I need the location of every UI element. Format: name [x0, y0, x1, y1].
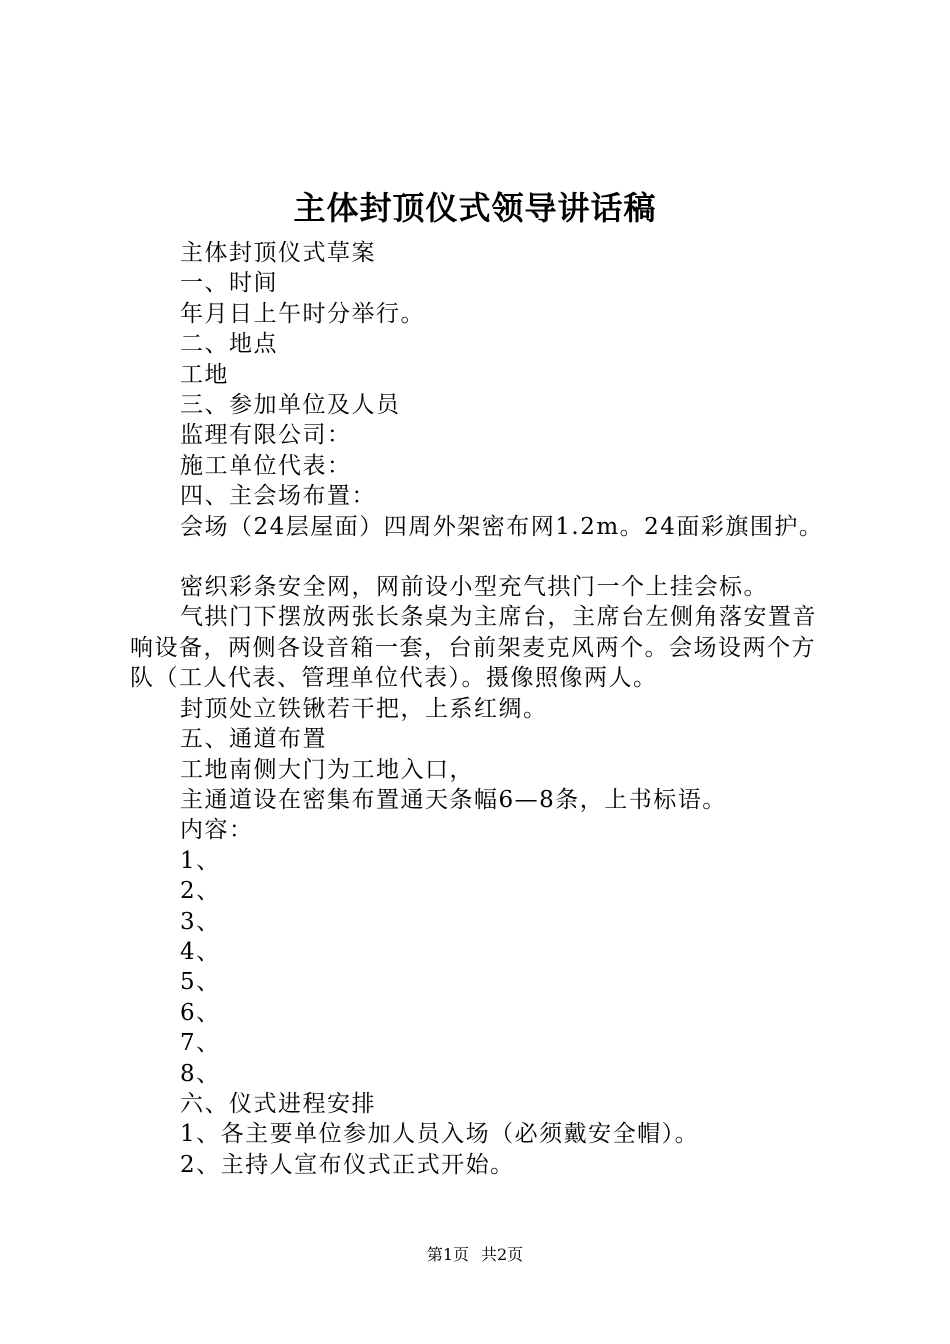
- page-footer: [0, 1244, 950, 1266]
- paragraph: 2、主持人宣布仪式正式开始。: [180, 1151, 515, 1178]
- document-title: 主体封顶仪式领导讲话稿: [293, 189, 657, 227]
- list-item: 3、: [180, 908, 221, 935]
- paragraph: 会场（24层屋面）四周外架密布网1.2m。24面彩旗围护。: [180, 513, 824, 540]
- list-item: 7、: [180, 1030, 221, 1057]
- list-item: 6、: [180, 999, 221, 1026]
- paragraph: 施工单位代表：: [180, 452, 352, 479]
- document-body: [130, 238, 830, 1180]
- paragraph: 工地南侧大门为工地入口，: [180, 756, 474, 783]
- list-item: 4、: [180, 938, 221, 965]
- list-item: 8、: [180, 1060, 221, 1087]
- paragraph: 密织彩条安全网，网前设小型充气拱门一个上挂会标。: [180, 574, 768, 601]
- paragraph: 二、地点: [180, 331, 278, 358]
- list-item: 2、: [180, 878, 221, 905]
- paragraph: 1、各主要单位参加人员入场（必须戴安全帽）。: [180, 1121, 700, 1148]
- list-item: 1、: [180, 847, 221, 874]
- list-item: 5、: [180, 969, 221, 996]
- paragraph: 三、参加单位及人员: [180, 392, 401, 419]
- paragraph: 监理有限公司：: [180, 422, 352, 449]
- paragraph: 六、仪式进程安排: [180, 1090, 376, 1117]
- paragraph: 年月日上午时分举行。: [180, 300, 425, 327]
- paragraph: 主体封顶仪式草案: [180, 240, 376, 266]
- paragraph: 一、时间: [180, 270, 278, 297]
- paragraph: 气拱门下摆放两张长条桌为主席台，主席台左侧角落安置音响设备，两侧各设音箱一套，台前架麦克风两个。会场设两个方队（工人代表、管理单位代表）。摄像照像两人。: [130, 604, 817, 692]
- paragraph: 主通道设在密集布置通天条幅6—8条，上书标语。: [180, 786, 727, 813]
- page-total: 共2页: [481, 1245, 524, 1264]
- paragraph: 五、通道布置: [180, 726, 327, 753]
- page-number: 第1页: [426, 1245, 469, 1264]
- paragraph: 四、主会场布置：: [180, 483, 376, 510]
- paragraph: 工地: [180, 361, 229, 388]
- paragraph: 封顶处立铁锹若干把，上系红绸。: [180, 695, 548, 722]
- paragraph: 内容：: [180, 817, 254, 844]
